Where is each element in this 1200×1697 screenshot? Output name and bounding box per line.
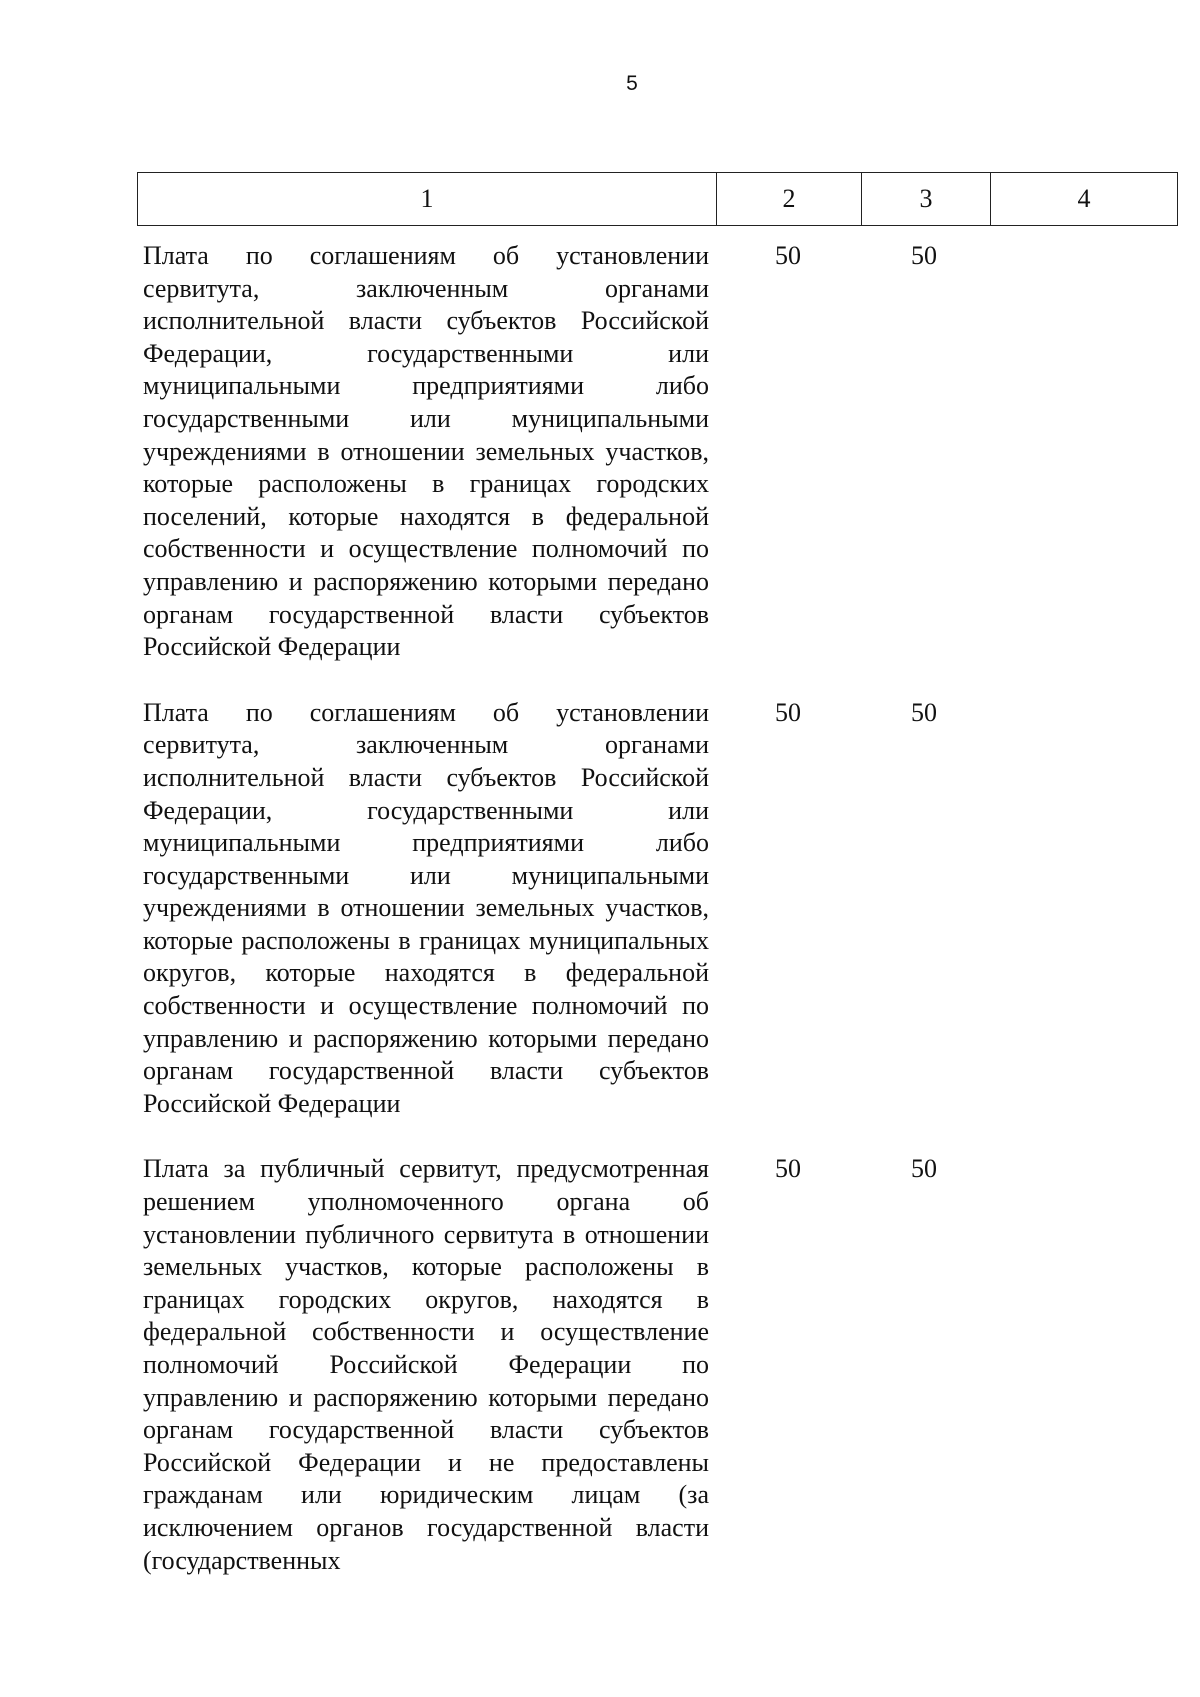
row-value-col-2: 50	[775, 697, 801, 727]
row-value-col-2: 50	[775, 1154, 801, 1184]
header-col-3: 3	[862, 173, 991, 226]
header-row	[138, 173, 1178, 226]
table-row	[0, 697, 1200, 1121]
table-row	[0, 1153, 1200, 1577]
page-number: 5	[626, 72, 638, 95]
row-value-col-3: 50	[911, 241, 937, 270]
row-value-col-2: 50	[775, 241, 801, 270]
header-col-2: 2	[717, 173, 862, 226]
header-col-1: 1	[138, 173, 717, 226]
row-description: Плата за публичный сервитут, предусмотренная решением уполномоченного органа об установлении публичного сервитута в отношении земельных участков, которые расположены в границах городских округов, находятся в федеральной собственности и осуществление полномочий Российской Федерации по управлению и распоряжению которыми передано органам государственной власти субъектов Российской Федерации и не предоставлены гражданам или юридическим лицам (за исключением органов государственной власти (государственных	[143, 1154, 709, 1575]
table-header	[137, 172, 1178, 226]
row-value-col-3: 50	[911, 697, 937, 727]
table-body	[0, 240, 1200, 1577]
header-col-4: 4	[991, 173, 1178, 226]
row-value-col-3: 50	[911, 1154, 937, 1184]
row-description: Плата по соглашениям об установлении сервитута, заключенным органами исполнительной власти субъектов Российской Федерации, государственными или муниципальными предприятиями либо государственными или муниципальными учреждениями в отношении земельных участков, которые расположены в границах муниципальных округов, которые находятся в федеральной собственности и осуществление полномочий по управлению и распоряжению которыми передано органам государственной власти субъектов Российской Федерации	[143, 697, 709, 1118]
table-row	[0, 240, 1200, 664]
row-description: Плата по соглашениям об установлении сервитута, заключенным органами исполнительной власти субъектов Российской Федерации, государственными или муниципальными предприятиями либо государственными или муниципальными учреждениями в отношении земельных участков, которые расположены в границах городских поселений, которые находятся в федеральной собственности и осуществление полномочий по управлению и распоряжению которыми передано органам государственной власти субъектов Российской Федерации	[143, 241, 709, 662]
